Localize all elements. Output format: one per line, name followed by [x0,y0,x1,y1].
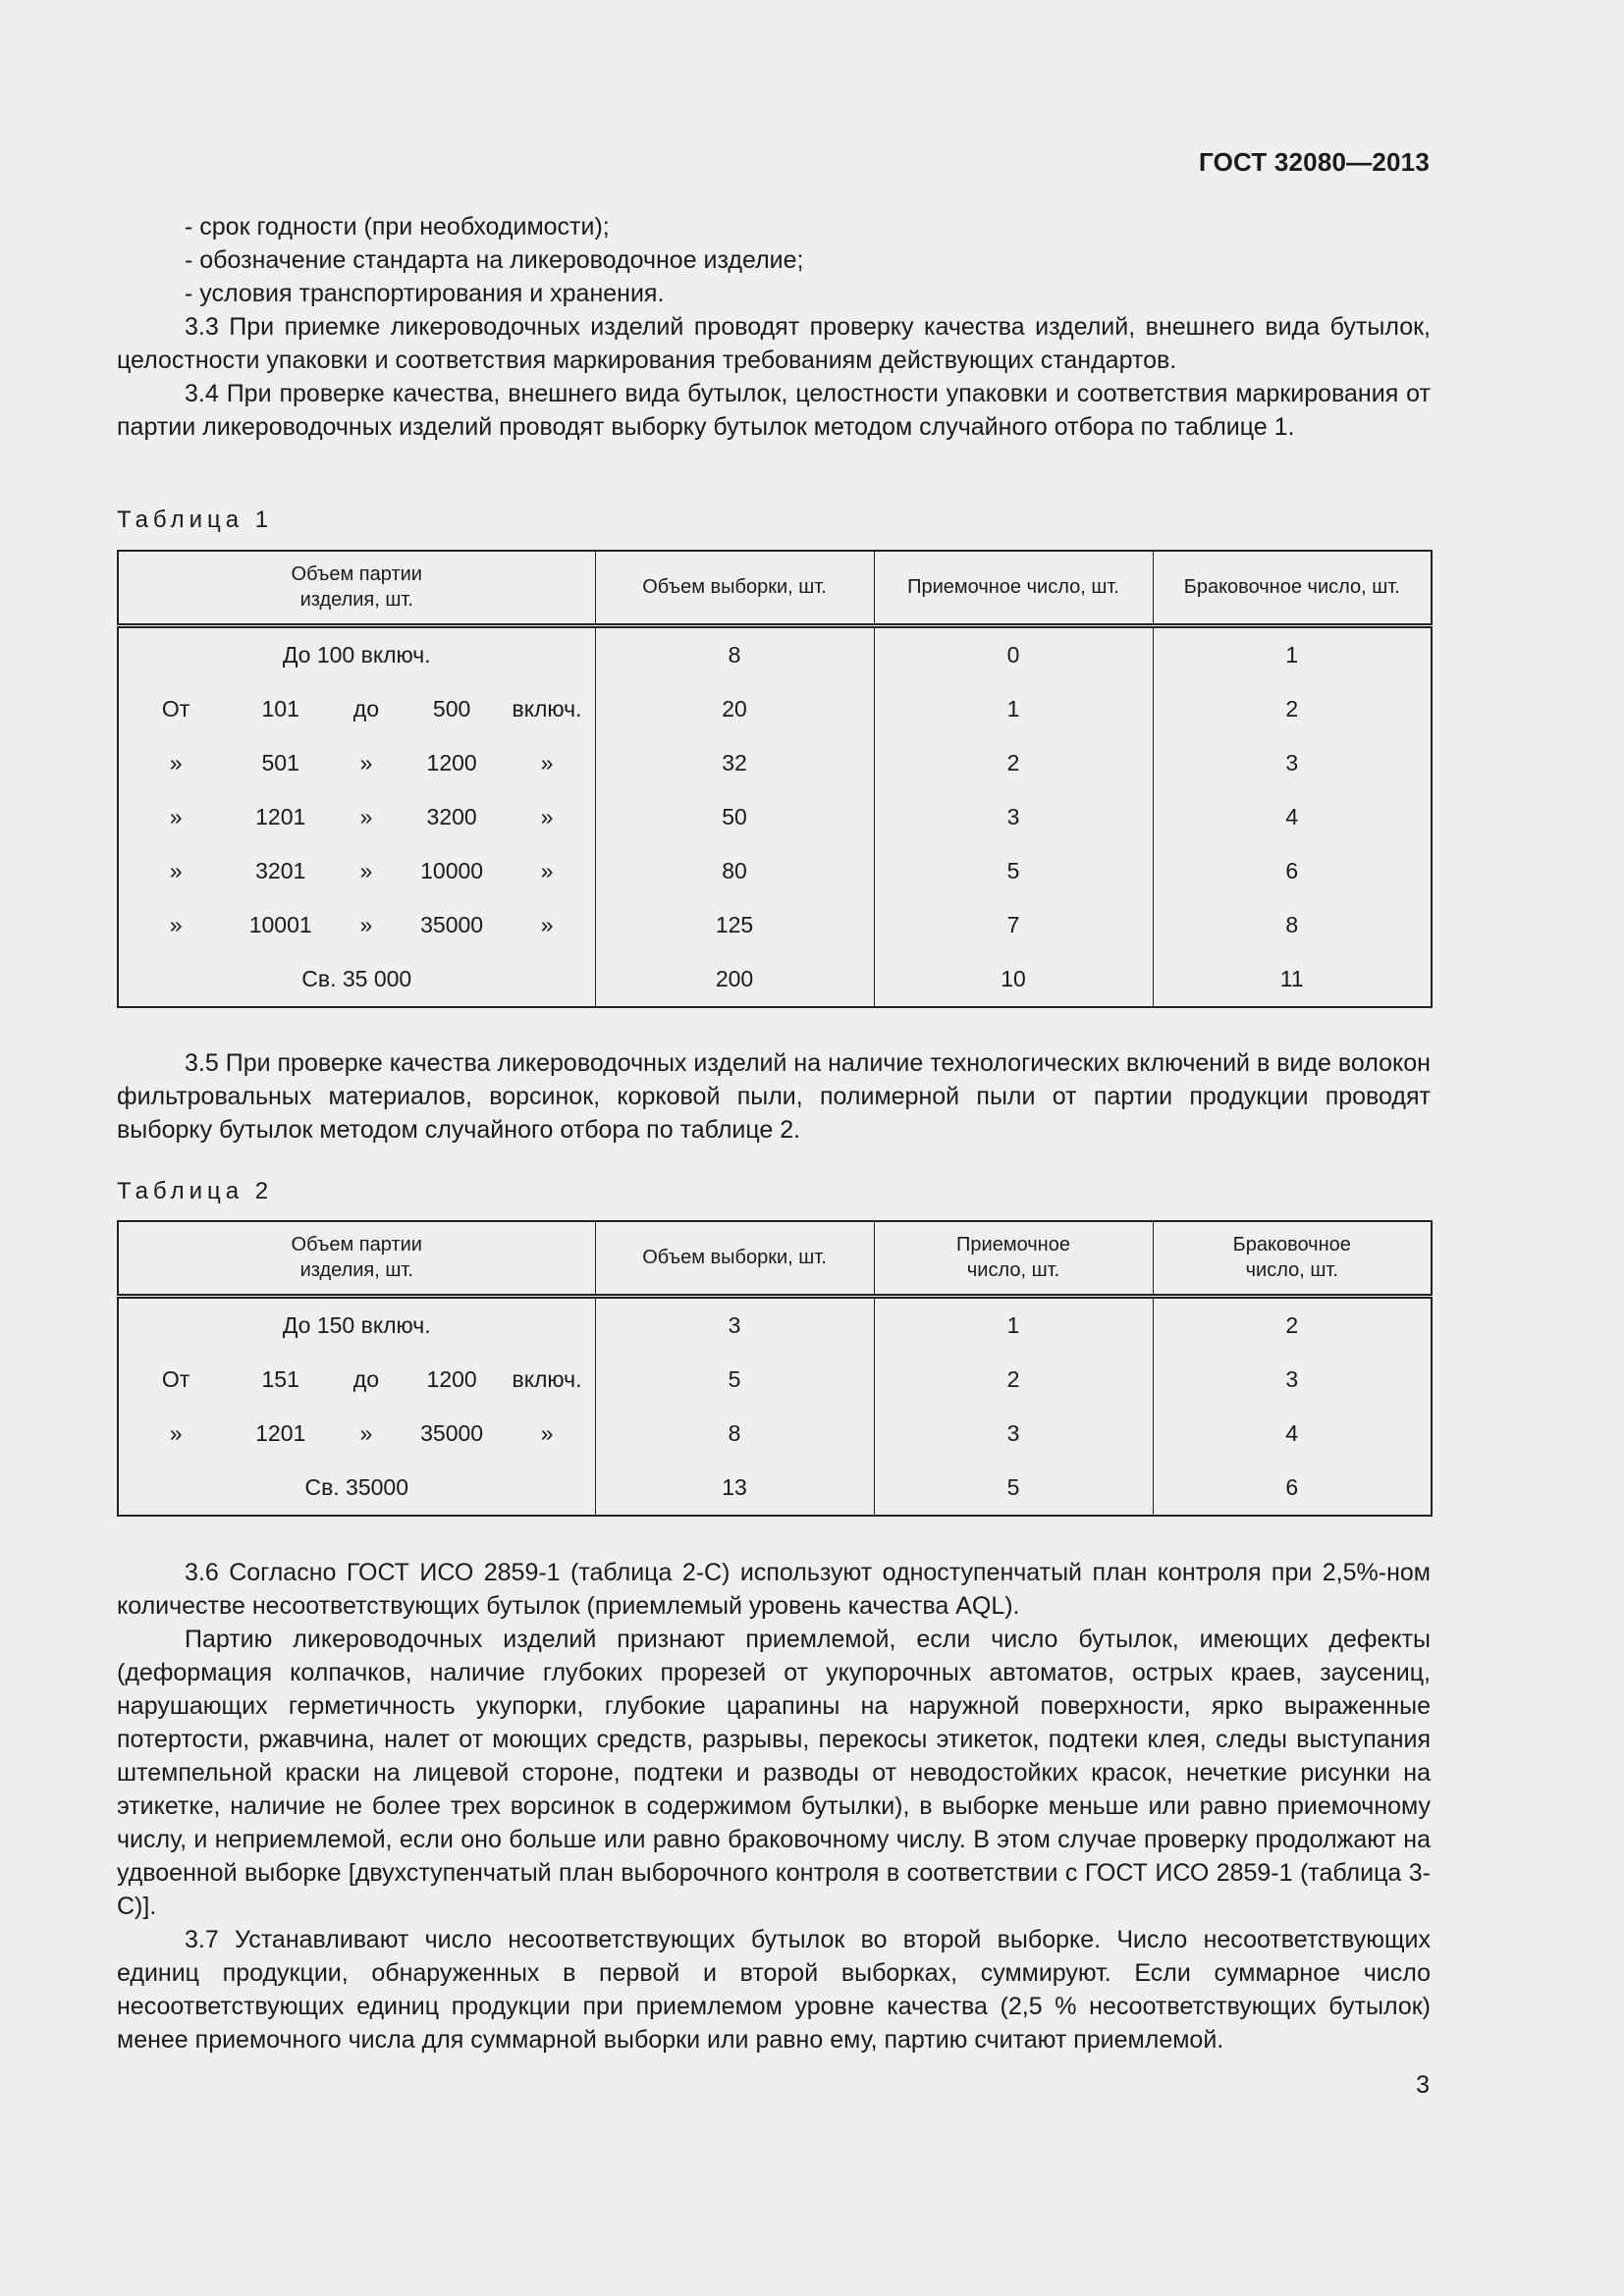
lot-range-part: » [359,749,373,775]
accept-number-cell: 3 [874,1407,1153,1461]
header-sample-size: Объем выборки, шт. [595,551,874,625]
table-row [118,844,1432,898]
table-row [118,1461,1432,1516]
lot-range-part: 500 [432,695,471,721]
sample-size-cell: 32 [595,736,874,790]
accept-number-cell: 2 [874,736,1153,790]
reject-number-cell: 6 [1153,1461,1432,1516]
lot-size-cell [118,844,595,898]
reject-number-cell: 3 [1153,736,1432,790]
sample-size-cell: 8 [595,1407,874,1461]
lot-range-part: 151 [261,1365,299,1392]
table1-header-row [118,551,1432,625]
paragraph-3-3: 3.3 При приемке ликероводочных изделий проводят проверку качества изделий, внешнего вида бутылок, целостности упаковки и соответствия маркирования требованиям действующих стандартов. [117,313,1431,374]
standard-header: ГОСТ 32080—2013 [1199,147,1430,177]
table1-body [118,625,1432,1007]
lot-size-cell: До 100 включ. [118,625,595,682]
lot-range-part: включ. [512,695,582,721]
accept-number-cell: 5 [874,1461,1153,1516]
lot-range-part: » [540,1419,554,1446]
lot-size-cell [118,682,595,736]
lot-range-part: » [359,803,373,829]
accept-number-cell: 7 [874,898,1153,952]
table2-header-row [118,1221,1432,1296]
reject-number-cell: 6 [1153,844,1432,898]
lot-size-cell [118,1407,595,1461]
header-accept-number: Приемочное число, шт. [874,1221,1153,1296]
reject-number-cell: 8 [1153,898,1432,952]
lot-size-cell: До 150 включ. [118,1296,595,1353]
sample-size-cell: 20 [595,682,874,736]
lot-size-cell [118,898,595,952]
lot-range-part: до [352,1365,380,1392]
lot-range-part: » [169,803,183,829]
intro-text [117,210,1431,444]
lot-range-part: От [161,1365,190,1392]
lot-range-part: включ. [512,1365,582,1392]
accept-number-cell: 0 [874,625,1153,682]
table1 [117,550,1433,1008]
reject-number-cell: 4 [1153,790,1432,844]
table-row [118,790,1432,844]
lot-range-part: 35000 [420,911,484,937]
sections-3-6-3-7 [117,1556,1431,2056]
reject-number-cell: 3 [1153,1353,1432,1407]
table-row [118,682,1432,736]
accept-number-cell: 2 [874,1353,1153,1407]
lot-range-part: » [540,911,554,937]
lot-size-cell [118,1353,595,1407]
sample-size-cell: 3 [595,1296,874,1353]
header-lot-size: Объем партии изделия, шт. [118,1221,595,1296]
sample-size-cell: 8 [595,625,874,682]
lot-size-cell: Св. 35 000 [118,952,595,1007]
lot-range-part: 501 [261,749,299,775]
lot-range-part: 10000 [420,857,484,883]
lot-range-part: 10001 [248,911,312,937]
table-row [118,736,1432,790]
table-row [118,952,1432,1007]
lot-range-part: » [540,857,554,883]
lot-range-part: до [352,695,380,721]
accept-number-cell: 5 [874,844,1153,898]
table2-body [118,1296,1432,1516]
page-number: 3 [1416,2071,1430,2099]
paragraph-3-6: 3.6 Согласно ГОСТ ИСО 2859-1 (таблица 2-С) используют одноступенчатый план контроля при 2,5%-ном количестве несоответствующих бутылок (приемлемый уровень качества AQL). [117,1559,1431,1620]
lot-range-part: » [359,911,373,937]
table-row [118,625,1432,682]
sample-size-cell: 5 [595,1353,874,1407]
lot-range-part: » [540,749,554,775]
lot-range-part: » [169,911,183,937]
sample-size-cell: 13 [595,1461,874,1516]
lot-range-part: 1200 [426,1365,477,1392]
table-row [118,898,1432,952]
reject-number-cell: 4 [1153,1407,1432,1461]
lot-range-part: 1201 [255,1419,306,1446]
table-row [118,1296,1432,1353]
sample-size-cell: 50 [595,790,874,844]
reject-number-cell: 11 [1153,952,1432,1007]
table-row [118,1407,1432,1461]
header-reject-number: Браковочное число, шт. [1153,1221,1432,1296]
lot-range-part: 101 [261,695,299,721]
reject-number-cell: 2 [1153,1296,1432,1353]
list-item: - срок годности (при необходимости); [185,213,610,240]
lot-range-part: 3201 [255,857,306,883]
lot-range-part: » [359,857,373,883]
lot-range-part: 3200 [426,803,477,829]
paragraph-3-4: 3.4 При проверке качества, внешнего вида бутылок, целостности упаковки и соответствия маркирования от партии ликероводочных изделий проводят выборку бутылок методом случайного отбора по таблице 1. [117,380,1431,441]
reject-number-cell: 1 [1153,625,1432,682]
table-row [118,1353,1432,1407]
header-reject-number: Браковочное число, шт. [1153,551,1432,625]
table2 [117,1220,1433,1517]
lot-size-cell [118,790,595,844]
sample-size-cell: 200 [595,952,874,1007]
header-sample-size: Объем выборки, шт. [595,1221,874,1296]
lot-range-part: » [169,1419,183,1446]
lot-range-part: » [359,1419,373,1446]
lot-range-part: 1201 [255,803,306,829]
section-3-5 [117,1046,1431,1147]
table1-caption: Таблица 1 [117,507,274,533]
header-lot-size: Объем партии изделия, шт. [118,551,595,625]
lot-size-cell [118,736,595,790]
lot-range-part: » [169,857,183,883]
lot-range-part: 35000 [420,1419,484,1446]
lot-range-part: » [540,803,554,829]
header-accept-number: Приемочное число, шт. [874,551,1153,625]
sample-size-cell: 125 [595,898,874,952]
sample-size-cell: 80 [595,844,874,898]
lot-range-part: » [169,749,183,775]
paragraph-3-7: 3.7 Устанавливают число несоответствующих бутылок во второй выборке. Число несоответствующих единиц продукции, обнаруженных в первой и второй выборках, суммируют. Если суммарное число несоответствующих единиц продукции при приемлемом уровне качества (2,5 % несоответствующих бутылок) менее приемочного числа для суммарной выборки или равно ему, партию считают приемлемой. [117,1926,1431,2054]
paragraph-3-5: 3.5 При проверке качества ликероводочных изделий на наличие технологических включений в виде волокон фильтровальных материалов, ворсинок, корковой пыли, полимерной пыли от партии продукции проводят выборку бутылок методом случайного отбора по таблице 2. [117,1049,1431,1144]
lot-range-part: От [161,695,190,721]
table2-caption: Таблица 2 [117,1178,274,1204]
list-item: - условия транспортирования и хранения. [185,280,665,307]
accept-number-cell: 1 [874,1296,1153,1353]
accept-number-cell: 3 [874,790,1153,844]
reject-number-cell: 2 [1153,682,1432,736]
paragraph-3-6-acceptance: Партию ликероводочных изделий признают приемлемой, если число бутылок, имеющих дефекты (деформация колпачков, наличие глубоких прорезей от укупорочных автоматов, острых краев, заусениц, нарушающих герметичность укупорки, глубокие царапины на наружной поверхности, ярко выраженные потертости, ржавчина, налет от моющих средств, разрывы, перекосы этикеток, подтеки клея, следы выступания штемпельной краски на лицевой стороне, подтеки и разводы от неводостойких красок, нечеткие рисунки на этикетке, наличие не более трех ворсинок в содержимом бутылки), в выборке меньше или равно приемочному числу, и неприемлемой, если оно больше или равно браковочному числу. В этом случае проверку продолжают на удвоенной выборке [двухступенчатый план выборочного контроля в соответствии с ГОСТ ИСО 2859-1 (таблица 3-С)]. [117,1626,1431,1920]
lot-range-part: 1200 [426,749,477,775]
list-item: - обозначение стандарта на ликероводочное изделие; [185,246,804,274]
accept-number-cell: 10 [874,952,1153,1007]
accept-number-cell: 1 [874,682,1153,736]
lot-size-cell: Св. 35000 [118,1461,595,1516]
